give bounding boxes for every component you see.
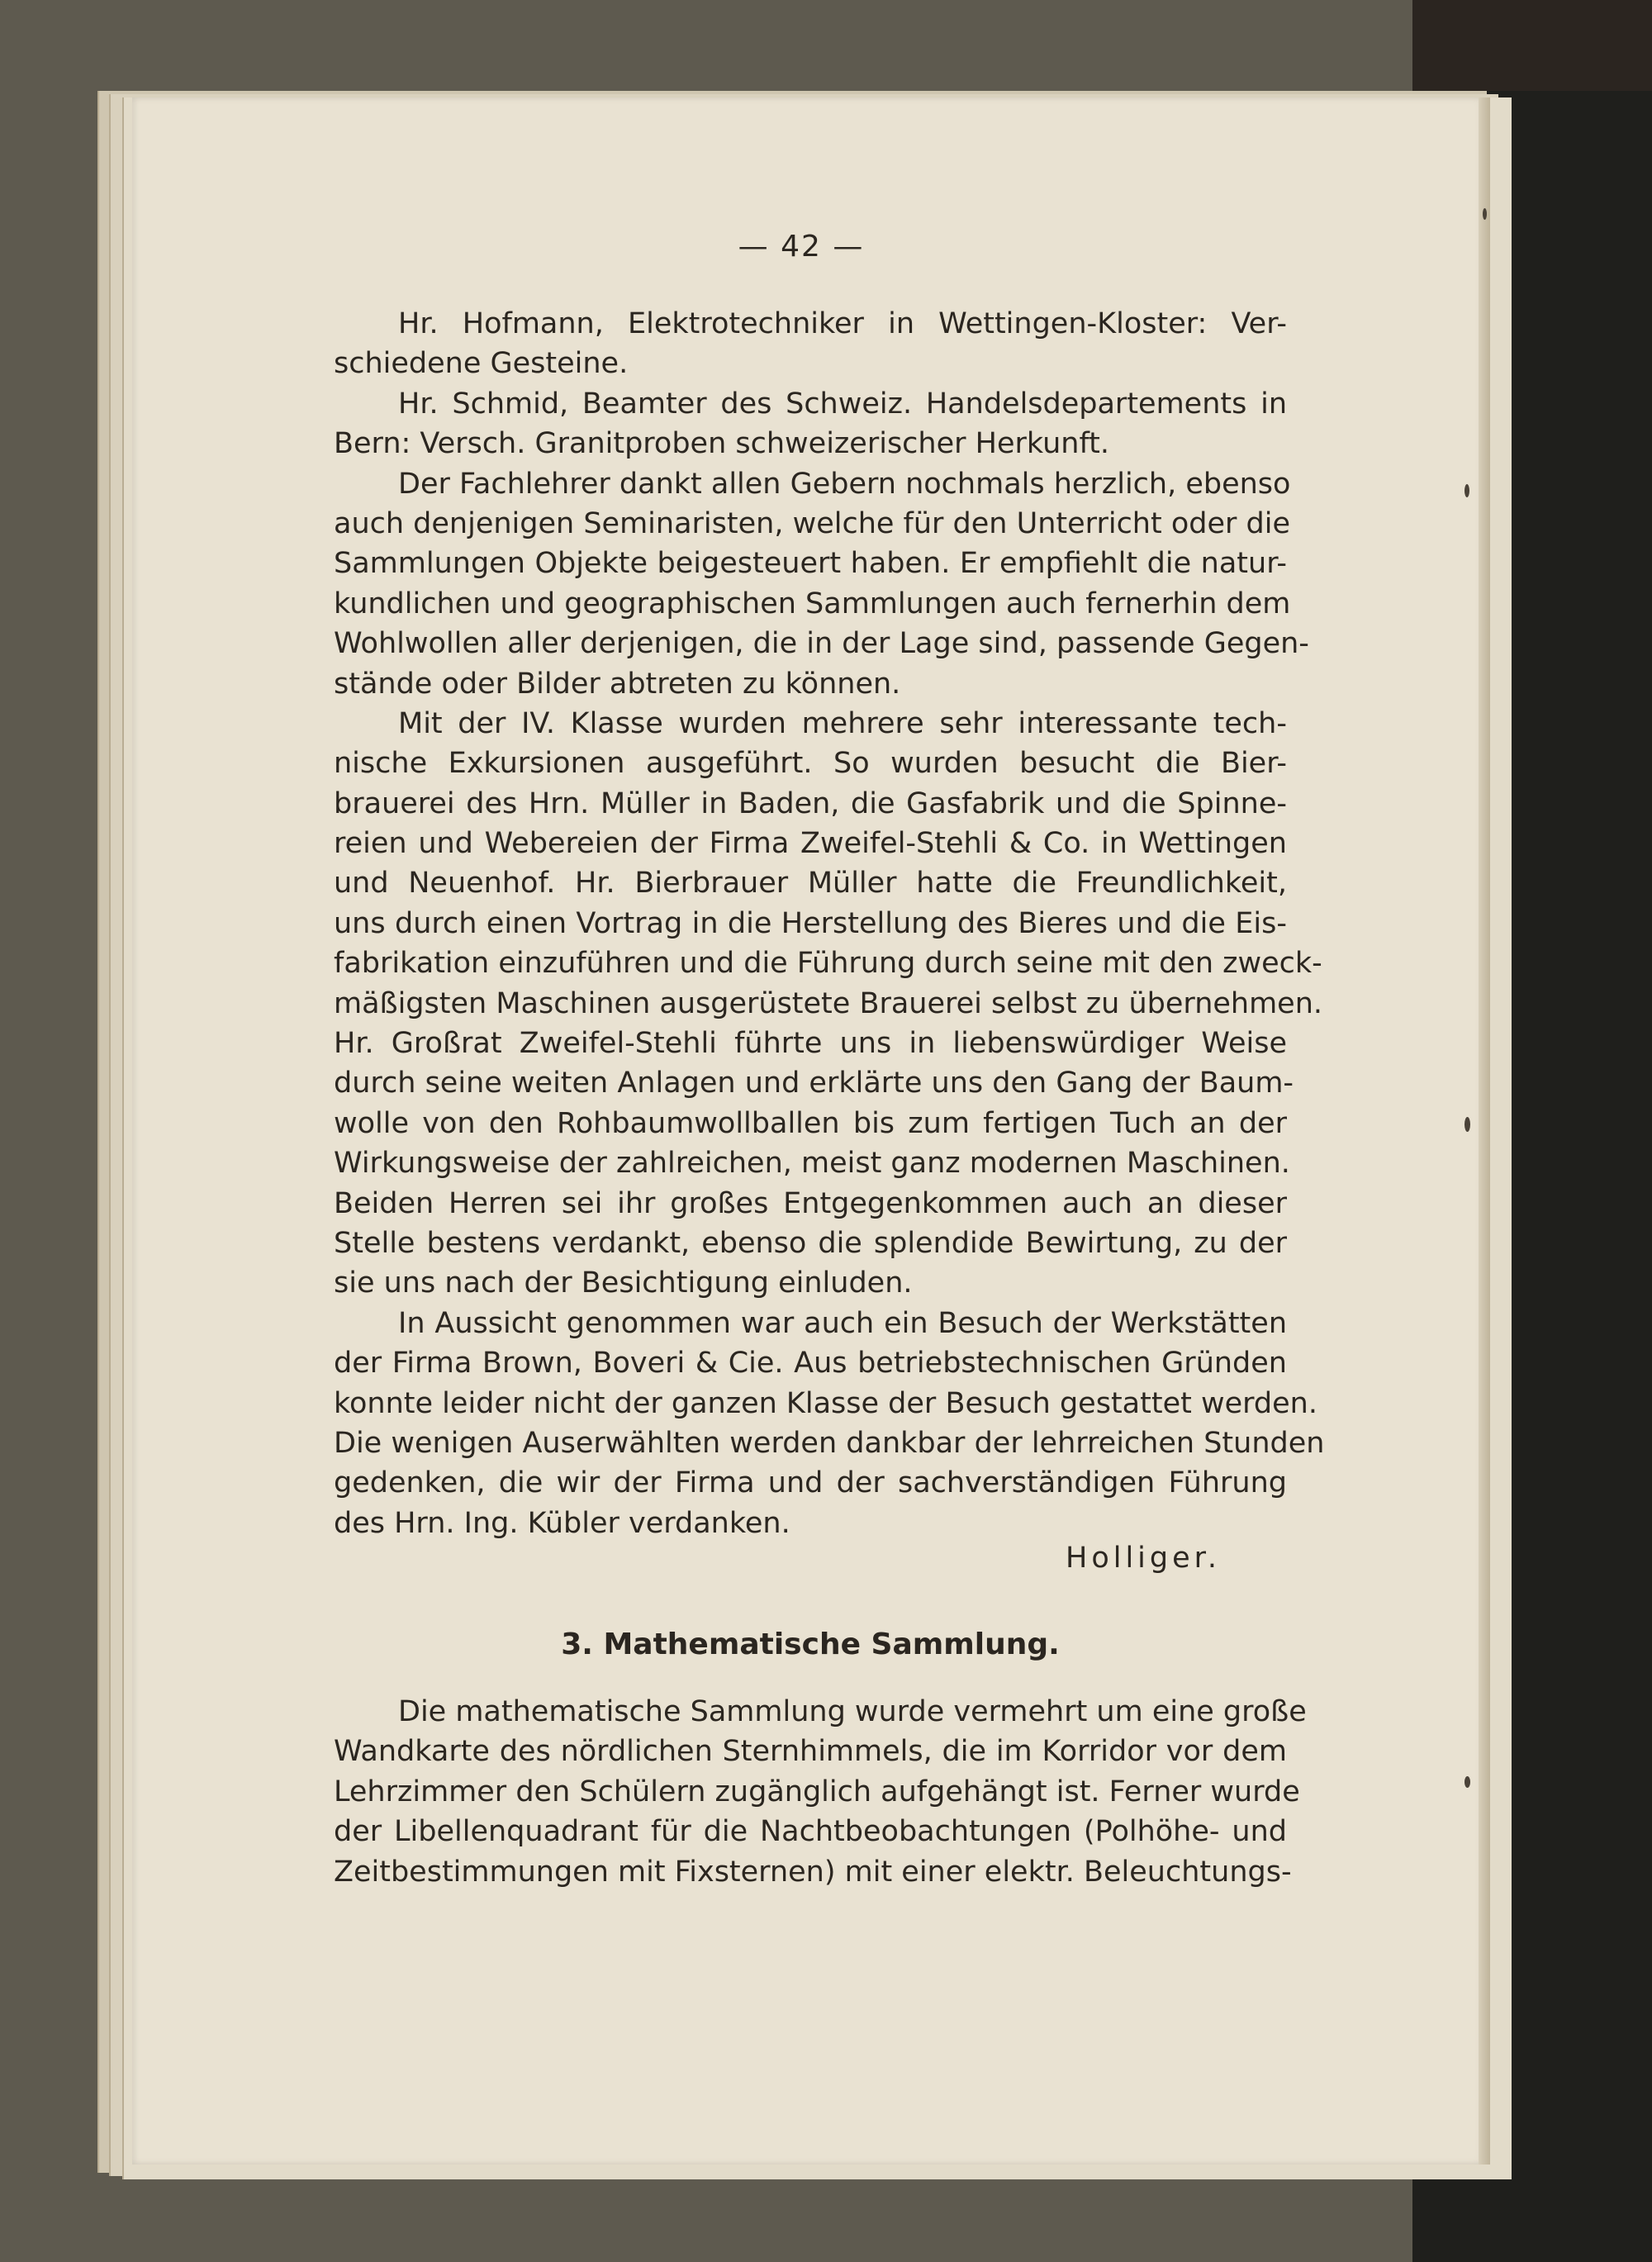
scanner-background-top [1412, 0, 1652, 91]
body-text [334, 304, 1325, 1543]
text-line: Wohlwollen aller derjenigen, die in der Lage sind, passende Gegen- [334, 627, 1309, 661]
text-line: sie uns nach der Besichtigung einluden. [334, 1266, 913, 1300]
text-line: Beiden Herren sei ihr großes Entgegenkommen auch an dieser [334, 1186, 1287, 1220]
text-line: fabrikation einzuführen und die Führung durch seine mit den zweck- [334, 947, 1322, 981]
paragraph [334, 1692, 1307, 1892]
text-line: uns durch einen Vortrag in die Herstellung des Bieres und die Eis- [334, 906, 1287, 940]
text-line: der Libellenquadrant für die Nachtbeobachtungen (Polhöhe- und [334, 1815, 1287, 1849]
text-line: auch denjenigen Seminaristen, welche für den Unterricht oder die [334, 506, 1290, 540]
text-line: Wandkarte des nördlichen Sternhimmels, die im Korridor vor dem [334, 1735, 1287, 1769]
text-line: reien und Webereien der Firma Zweifel-Stehli & Co. in Wettingen [334, 827, 1287, 861]
text-line: Der Fachlehrer dankt allen Gebern nochmals herzlich, ebenso [398, 467, 1291, 501]
text-line: stände oder Bilder abtreten zu können. [334, 667, 901, 701]
paper-speck [1464, 1776, 1470, 1788]
text-line: Zeitbestimmungen mit Fixsternen) mit einer elektr. Beleuchtungs- [334, 1855, 1292, 1889]
page-number: — 42 — [738, 230, 865, 264]
text-line: Stelle bestens verdankt, ebenso die splendide Bewirtung, zu der [334, 1226, 1287, 1260]
text-line: Sammlungen Objekte beigesteuert haben. Er empfiehlt die natur- [334, 547, 1287, 581]
text-line: durch seine weiten Anlagen und erklärte uns den Gang der Baum- [334, 1067, 1294, 1100]
paragraph [334, 304, 1287, 384]
text-line: der Firma Brown, Boveri & Cie. Aus betriebstechnischen Gründen [334, 1347, 1287, 1380]
text-line: und Neuenhof. Hr. Bierbrauer Müller hatte die Freundlichkeit, [334, 867, 1287, 901]
text-line: Wirkungsweise der zahlreichen, meist ganz modernen Maschinen. [334, 1147, 1290, 1181]
author-signature: Holliger. [1066, 1542, 1221, 1575]
text-line: Die mathematische Sammlung wurde vermehrt um eine große [398, 1695, 1307, 1728]
text-line: mäßigsten Maschinen ausgerüstete Brauerei selbst zu übernehmen. [334, 986, 1323, 1020]
text-line: Die wenigen Auserwählten werden dankbar der lehrreichen Stunden [334, 1426, 1325, 1460]
text-line: des Hrn. Ing. Kübler verdanken. [334, 1506, 790, 1540]
paragraph [334, 1304, 1325, 1543]
paragraph [334, 704, 1323, 1304]
paper-speck [1464, 484, 1469, 497]
text-line: Lehrzimmer den Schülern zugänglich aufgehängt ist. Ferner wurde [334, 1775, 1300, 1808]
text-line: konnte leider nicht der ganzen Klasse der Besuch gestattet werden. [334, 1386, 1317, 1420]
text-line: Bern: Versch. Granitproben schweizerischer Herkunft. [334, 427, 1110, 461]
paragraph [334, 384, 1287, 464]
text-line: Hr. Großrat Zweifel-Stehli führte uns in liebenswürdiger Weise [334, 1027, 1287, 1061]
paragraph [334, 464, 1309, 704]
text-line: Hr. Schmid, Beamter des Schweiz. Handelsdepartements in [398, 387, 1287, 421]
section-heading: 3. Mathematische Sammlung. [561, 1628, 1060, 1661]
section-body-text [334, 1692, 1307, 1892]
paper-speck [1483, 208, 1487, 220]
text-line: wolle von den Rohbaumwollballen bis zum fertigen Tuch an der [334, 1106, 1287, 1140]
text-line: brauerei des Hrn. Müller in Baden, die Gasfabrik und die Spinne- [334, 786, 1287, 820]
text-line: In Aussicht genommen war auch ein Besuch der Werkstätten [398, 1306, 1287, 1340]
text-line: gedenken, die wir der Firma und der sachverständigen Führung [334, 1466, 1287, 1500]
text-line: Mit der IV. Klasse wurden mehrere sehr interessante tech- [398, 706, 1287, 740]
text-line: schiedene Gesteine. [334, 347, 629, 381]
text-line: nische Exkursionen ausgeführt. So wurden besucht die Bier- [334, 747, 1287, 781]
paper-speck [1464, 1117, 1470, 1132]
text-line: kundlichen und geographischen Sammlungen auch fernerhin dem [334, 587, 1291, 620]
page-binding [1479, 97, 1490, 2165]
text-line: Hr. Hofmann, Elektrotechniker in Wettingen-Kloster: Ver- [398, 307, 1287, 340]
